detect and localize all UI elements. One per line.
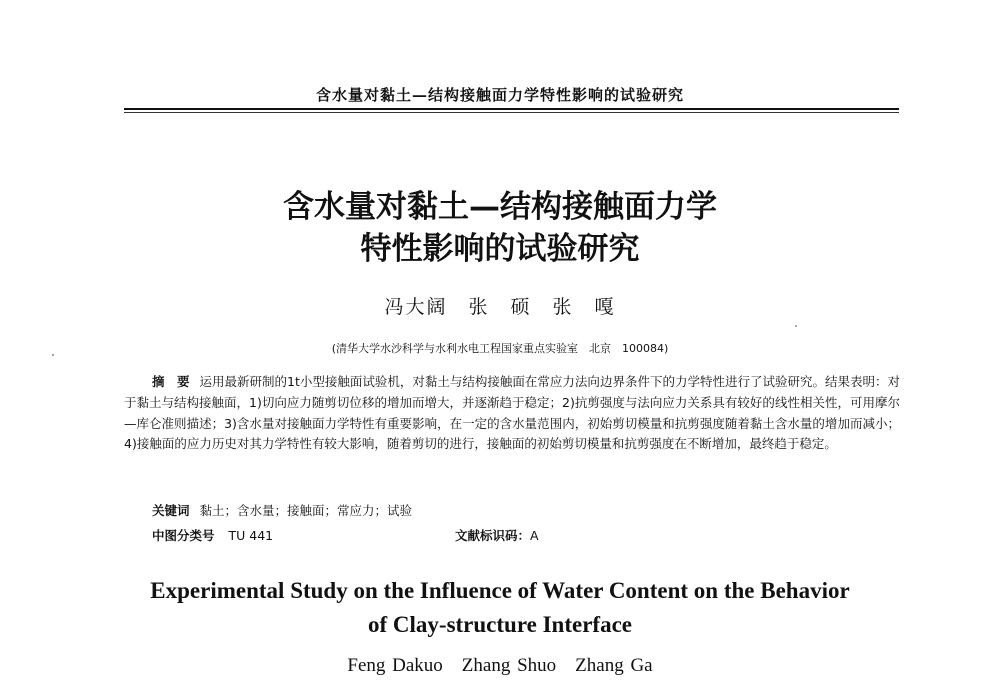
abstract-label: 摘 要	[152, 374, 190, 389]
english-title-line-2: of Clay-structure Interface	[368, 612, 632, 637]
document-code-label: 文献标识码：	[455, 528, 531, 543]
keywords-text: 黏土；含水量；接触面；常应力；试验	[199, 503, 413, 518]
document-code-value: A	[530, 528, 539, 543]
abstract	[124, 372, 900, 455]
header-rule-thick	[124, 108, 899, 110]
scan-speck	[795, 325, 797, 327]
running-head: 含水量对黏土—结构接触面力学特性影响的试验研究	[315, 86, 684, 104]
chinese-title	[0, 186, 1000, 270]
classification-label: 中图分类号	[152, 528, 215, 543]
document-code	[455, 526, 539, 544]
classification-number	[152, 526, 273, 544]
header-rule-thin	[124, 112, 899, 113]
keywords	[152, 501, 412, 519]
abstract-text: 运用最新研制的1t小型接触面试验机，对黏土与结构接触面在常应力法向边界条件下的力学特性进行了试验研究。结果表明：对于黏土与结构接触面，1)切向应力随剪切位移的增加而增大，并逐渐趋于稳定；2)抗剪强度与法向应力关系具有较好的线性相关性，可用摩尔—库仑准则描述；3)含水量对接触面力学特性有重要影响，在一定的含水量范围内，初始剪切模量和抗剪强度随着黏土含水量的增加而减小；4)接触面的应力历史对其力学特性有较大影响，随着剪切的进行，接触面的初始剪切模量和抗剪强度在不断增加，最终趋于稳定。	[124, 374, 900, 452]
chinese-title-line-1: 含水量对黏土—结构接触面力学	[283, 189, 717, 225]
english-title	[0, 574, 1000, 642]
english-title-line-1: Experimental Study on the Influence of Water Content on the Behavior	[150, 578, 850, 603]
chinese-title-line-2: 特性影响的试验研究	[360, 231, 640, 267]
classification-value: TU 441	[228, 528, 274, 543]
scan-speck	[52, 354, 54, 356]
english-authors: Feng Dakuo Zhang Shuo Zhang Ga	[347, 655, 653, 676]
keywords-label: 关键词	[152, 503, 190, 518]
chinese-authors: 冯大阔 张 硕 张 嘎	[384, 296, 616, 318]
chinese-affiliation: (清华大学水沙科学与水利水电工程国家重点实验室 北京 100084)	[331, 342, 669, 355]
